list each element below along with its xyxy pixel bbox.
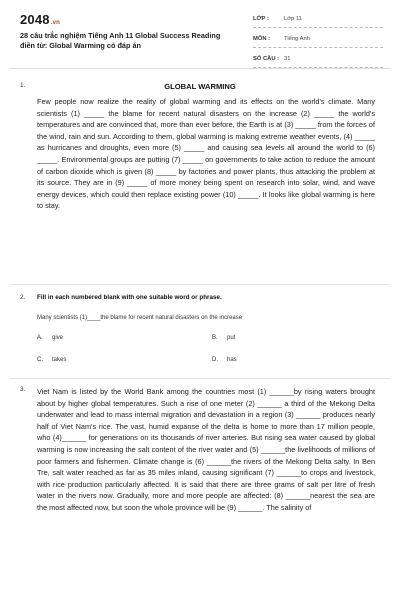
answer-option-d[interactable] [212, 357, 237, 363]
meta-grade [253, 14, 383, 28]
site-logo[interactable]: 2048.vn [20, 12, 61, 27]
option-text: has [227, 357, 237, 363]
reading-passage: Viet Nam is listed by the World Bank among the countries most (1) ______by rising waters brought about by higher global temperatures. Such a rise of one meter (2) ______ a third of the Mekong Delta underwater and lead to mass internal migration and devastation in a region (3) ______ produces nearly half of Viet Nam's rice. The vast, humid expanse of the delta is home to more than 17 million people, who (4)______ for generations on its thousands of river arteries. But rising sea water caused by global warming is now increasing the salt content of the river water and (5) ______the livelihoods of millions of poor farmers and fishermen. Climate change is (6) ______the rivers of the Mekong Delta salty. In Ben Tre, salt water reached as far as 35 miles inland, causing significant (7) ______to crops and livestock, with rice production particularly affected. It is said that there are three grams of salt per litre of fresh water in the rivers now. Gradually, more and more people are affected: (8) ______nearest the sea are the most affected now, but soon the whole province will be (9) ______. The salinity of [37, 387, 375, 512]
answer-option-a[interactable] [37, 335, 63, 341]
option-letter: B. [212, 335, 218, 341]
document-title: 28 câu trắc nghiệm Tiếng Anh 11 Global Success Reading điền từ: Global Warming có đáp án [20, 31, 221, 50]
option-letter: C. [37, 357, 43, 363]
option-text: put [227, 335, 236, 341]
question-2 [20, 294, 380, 376]
passage-title: GLOBAL WARMING [164, 82, 236, 91]
answer-option-c[interactable] [37, 357, 66, 363]
meta-value: Lớp 11 [284, 16, 302, 22]
question-prompt: Fill in each numbered blank with one suitable word or phrase. [37, 294, 222, 301]
option-letter: D. [212, 357, 218, 363]
question-sentence: Many scientists (1)____the blame for recent natural disasters on the increase [37, 315, 243, 321]
reading-passage: Few people now realize the reality of global warming and its effects on the world's climate. Many scientists (1) _____ the blame for recent natural disasters on the increase (2) _____ the world's temperatures and are convinced that, more than ever before, the Earth is at (3) _____ from the forces of the wind, rain and sun. According to them, global warming is making extreme weather events, (4) _____ as hurricanes and droughts, even more (5) _____ and causing sea levels all around the world to (6) _____. Environmental groups are putting (7) _____ on governments to take action to reduce the amount of carbon dioxide which is given (8) _____ by factories and power plants, thus attacking the problem at its source. They are in (9) _____ of more money being spent on research into solar, wind, and wave energy devices, which could then replace existing power (10) _____. It looks like global warming is here to stay. [37, 97, 375, 211]
meta-value: Tiếng Anh [284, 36, 310, 42]
meta-value: 31 [284, 56, 291, 62]
question-number: 3. [20, 386, 26, 393]
option-text: give [52, 335, 64, 341]
question-divider [10, 284, 390, 285]
meta-label: SỐ CÂU : [253, 56, 280, 62]
question-number: 1. [20, 82, 26, 89]
meta-question-count [253, 54, 383, 68]
meta-subject [253, 34, 383, 48]
page-header [0, 0, 400, 66]
question-divider [10, 378, 390, 379]
meta-label: LỚP : [253, 16, 269, 22]
answer-option-b[interactable] [212, 335, 235, 341]
question-number: 2. [20, 294, 26, 301]
option-letter: A. [37, 335, 43, 341]
option-text: takes [52, 357, 67, 363]
meta-label: MÔN : [253, 36, 271, 42]
header-divider [10, 68, 390, 69]
document-meta [253, 14, 383, 74]
